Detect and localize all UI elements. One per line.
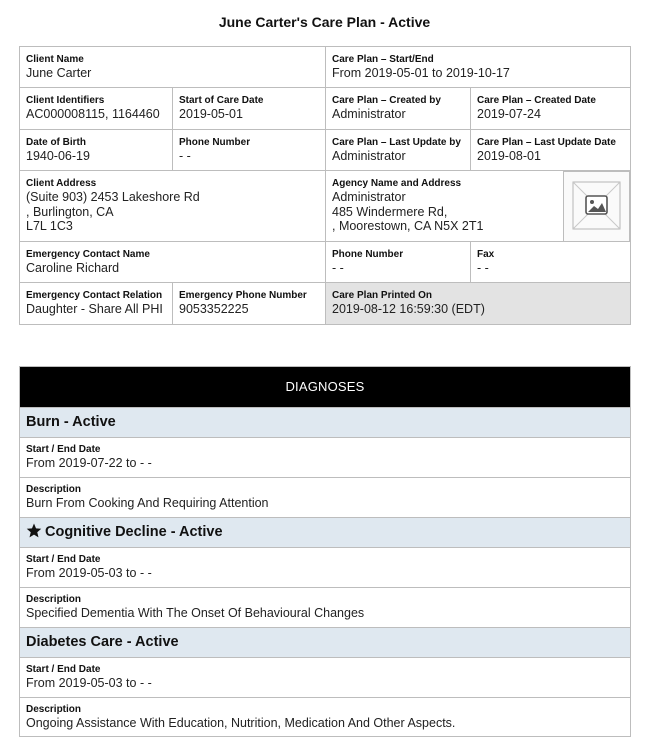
emergency-relation-cell [20, 283, 173, 324]
printed-on-cell [326, 283, 630, 324]
start-of-care-value: 2019-05-01 [179, 107, 243, 121]
diagnosis-dates-value: From 2019-05-03 to - - [26, 566, 152, 580]
diagnosis-description-label: Description [26, 594, 82, 605]
last-update-date-cell [471, 130, 630, 171]
diagnosis-dates [20, 437, 630, 477]
created-by-value: Administrator [332, 107, 406, 121]
agency-fax-value: - - [477, 261, 489, 275]
care-plan-start-end-label: Care Plan – Start/End [332, 54, 434, 65]
image-placeholder-icon [564, 172, 629, 241]
last-update-by-cell [326, 130, 471, 171]
client-name-value: June Carter [26, 66, 92, 80]
diagnosis-dates-value: From 2019-05-03 to - - [26, 676, 152, 690]
diagnosis-title [20, 517, 630, 547]
emergency-contact-name-value: Caroline Richard [26, 261, 120, 275]
client-phone-label: Phone Number [179, 137, 251, 148]
client-identifiers-label: Client Identifiers [26, 95, 105, 106]
diagnosis-dates-label: Start / End Date [26, 554, 101, 565]
diagnosis-description-value: Ongoing Assistance With Education, Nutrition, Medication And Other Aspects. [26, 716, 456, 730]
dob-cell [20, 130, 173, 171]
diagnoses-header: DIAGNOSES [20, 367, 630, 407]
agency-label: Agency Name and Address [332, 178, 462, 189]
client-name-cell [20, 47, 326, 88]
emergency-contact-name-label: Emergency Contact Name [26, 249, 150, 260]
care-plan-start-end-value: From 2019-05-01 to 2019-10-17 [332, 66, 510, 80]
start-of-care-label: Start of Care Date [179, 95, 264, 106]
diagnosis-description-label: Description [26, 704, 82, 715]
client-identifiers-value: AC000008115, 1164460 [26, 107, 160, 121]
last-update-date-value: 2019-08-01 [477, 149, 541, 163]
care-plan-start-end-cell [326, 47, 630, 88]
diagnosis-description [20, 587, 630, 627]
diagnoses-section [19, 366, 631, 737]
diagnosis-title: Diabetes Care - Active [20, 627, 630, 657]
printed-on-label: Care Plan Printed On [332, 290, 433, 301]
created-by-cell [326, 88, 471, 130]
emergency-phone-value: 9053352225 [179, 302, 249, 316]
page-title: June Carter's Care Plan - Active [218, 14, 431, 30]
agency-phone-label: Phone Number [332, 249, 404, 260]
diagnosis-description-value: Burn From Cooking And Requiring Attention [26, 496, 269, 510]
agency-logo [563, 171, 630, 242]
emergency-relation-label: Emergency Contact Relation [26, 290, 163, 301]
diagnosis-title-text: Cognitive Decline - Active [45, 524, 223, 540]
client-address-line2: , Burlington, CA [26, 204, 114, 219]
client-name-label: Client Name [26, 54, 84, 65]
diagnosis-title: Burn - Active [20, 407, 630, 437]
client-phone-value: - - [179, 149, 191, 163]
client-address-label: Client Address [26, 178, 97, 189]
dob-value: 1940-06-19 [26, 149, 90, 163]
emergency-relation-value: Daughter - Share All PHI [26, 302, 163, 316]
agency-address-line1: 485 Windermere Rd, [332, 204, 448, 219]
agency-phone-value: - - [332, 261, 344, 275]
last-update-date-label: Care Plan – Last Update Date [477, 137, 616, 148]
star-icon [26, 520, 42, 549]
emergency-phone-label: Emergency Phone Number [179, 290, 307, 301]
emergency-phone-cell [173, 283, 326, 324]
diagnosis-description [20, 697, 630, 736]
last-update-by-label: Care Plan – Last Update by [332, 137, 461, 148]
care-plan-info-table [19, 46, 631, 325]
client-address-cell [20, 171, 326, 242]
diagnosis-dates-label: Start / End Date [26, 444, 101, 455]
dob-label: Date of Birth [26, 137, 86, 148]
emergency-contact-name-cell [20, 242, 326, 283]
start-of-care-cell [173, 88, 326, 130]
diagnosis-description-value: Specified Dementia With The Onset Of Behavioural Changes [26, 606, 365, 620]
diagnosis-dates-value: From 2019-07-22 to - - [26, 456, 152, 470]
agency-name: Administrator [332, 190, 406, 204]
diagnosis-description-label: Description [26, 484, 82, 495]
agency-fax-cell [471, 242, 630, 283]
created-date-label: Care Plan – Created Date [477, 95, 596, 106]
agency-phone-cell [326, 242, 471, 283]
client-identifiers-cell [20, 88, 173, 130]
diagnosis-dates [20, 657, 630, 697]
created-date-value: 2019-07-24 [477, 107, 541, 121]
client-phone-cell [173, 130, 326, 171]
diagnosis-description [20, 477, 630, 517]
client-address-line1: (Suite 903) 2453 Lakeshore Rd [26, 190, 200, 204]
created-by-label: Care Plan – Created by [332, 95, 441, 106]
diagnosis-dates [20, 547, 630, 587]
created-date-cell [471, 88, 630, 130]
diagnosis-dates-label: Start / End Date [26, 664, 101, 675]
printed-on-value: 2019-08-12 16:59:30 (EDT) [332, 302, 485, 316]
last-update-by-value: Administrator [332, 149, 406, 163]
client-address-line3: L7L 1C3 [26, 219, 73, 233]
agency-fax-label: Fax [477, 249, 495, 260]
agency-address-line2: , Moorestown, CA N5X 2T1 [332, 219, 484, 233]
